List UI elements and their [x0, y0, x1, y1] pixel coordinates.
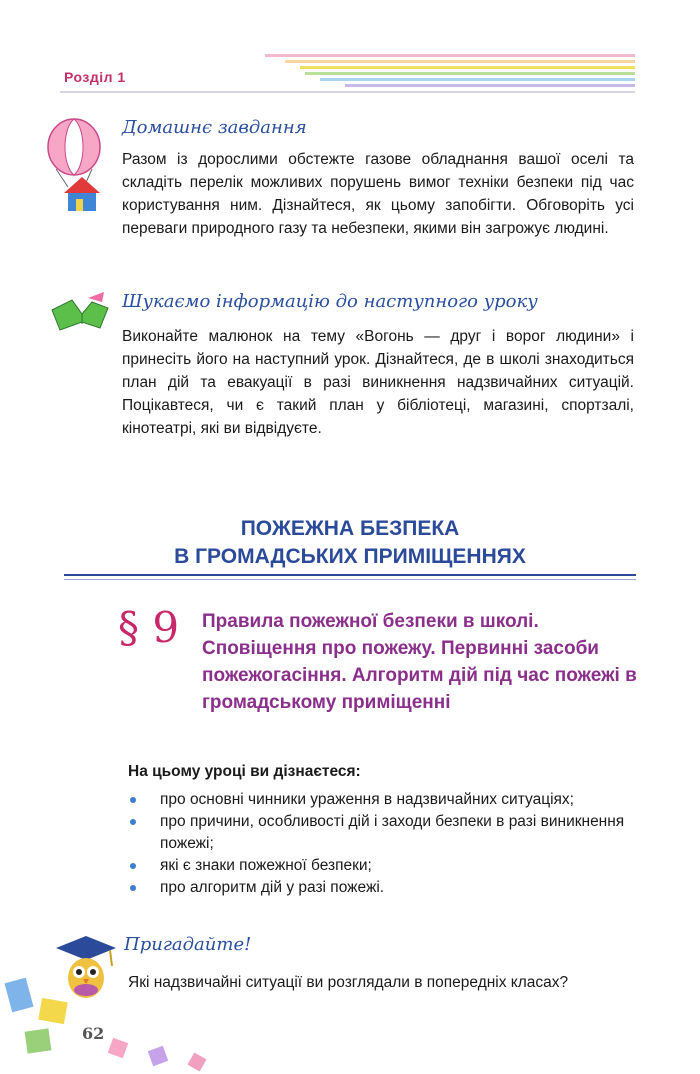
page-number: 62 [82, 1024, 105, 1043]
section-divider [64, 574, 636, 576]
paragraph-number: § 9 [118, 603, 180, 652]
bullet-icon [130, 797, 136, 803]
search-info-title: Шукаємо інформацію до наступного уроку [122, 291, 538, 312]
list-item: які є знаки пожежної безпеки; [128, 855, 634, 877]
list-item: про основні чинники ураження в надзвичайних ситуаціях; [128, 789, 634, 811]
owl-graduate-icon [52, 932, 120, 1002]
section-heading-line2: В ГРОМАДСЬКИХ ПРИМІЩЕННЯХ [174, 545, 526, 568]
list-item: про причини, особливості дій і заходи безпеки в разі виникнення пожежі; [128, 811, 634, 855]
recall-text: Які надзвичайні ситуації ви розглядали в попередніх класах? [128, 974, 569, 991]
bullet-icon [130, 863, 136, 869]
homework-text: Разом із дорослими обстежте газове обладнання вашої оселі та складіть перелік можливих порушень вимог техніки безпеки під час користування ним. Дізнайтеся, як цьому запобігти. Обговоріть усі переваги природного газу та небезпеки, якими він загрожує людині. [122, 151, 634, 237]
list-item: про алгоритм дій у разі пожежі. [128, 877, 634, 899]
open-book-arrow-icon [48, 288, 114, 334]
recall-title: Пригадайте! [124, 934, 252, 955]
learn-heading: На цьому уроці ви дізнаєтеся: [128, 763, 361, 780]
balloon-house-icon [42, 115, 114, 215]
section-divider-thin [64, 579, 636, 580]
bullet-icon [130, 819, 136, 825]
homework-title: Домашнє завдання [122, 117, 307, 138]
section-heading-line1: ПОЖЕЖНА БЕЗПЕКА [240, 517, 460, 540]
learn-list [128, 789, 634, 899]
chapter-label: Розділ 1 [64, 69, 126, 85]
search-info-text: Виконайте малюнок на тему «Вогонь — друг і ворог людини» і принесіть його на наступний урок. Дізнайтеся, де в школі знаходиться план дій та евакуації в разі виникнення надзвичайних ситуацій. Поцікавтеся, чи є такий план у бібліотеці, магазині, спортзалі, кінотеатрі, які ви відвідуєте. [122, 328, 634, 437]
paragraph-title: Правила пожежної безпеки в школі. Сповіщення про пожежу. Первинні засоби пожежогасіння. Алгоритм дій під час пожежі в громадському приміщенні [202, 611, 637, 713]
bullet-icon [130, 885, 136, 891]
